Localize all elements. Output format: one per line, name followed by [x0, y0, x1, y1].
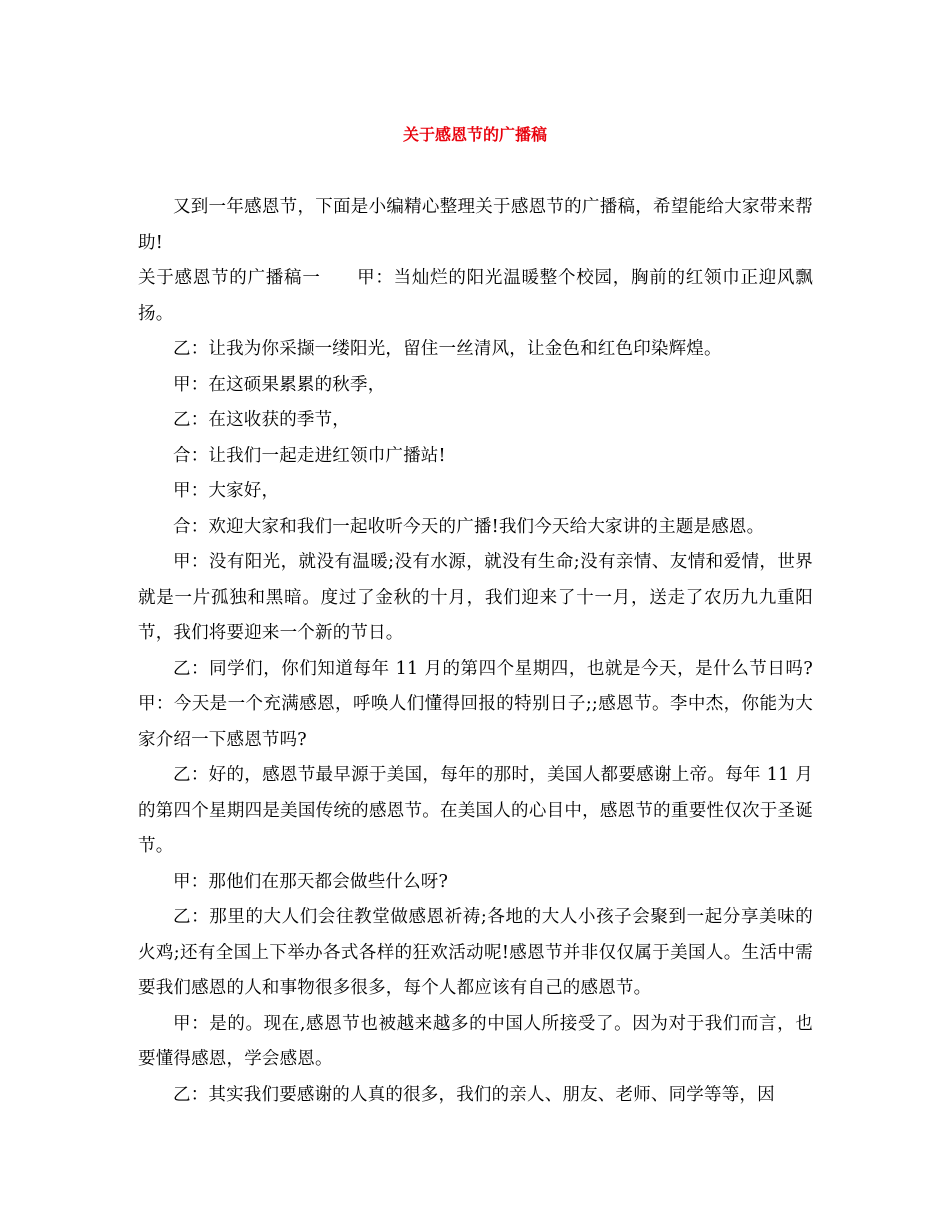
- paragraph: 又到一年感恩节，下面是小编精心整理关于感恩节的广播稿，希望能给大家带来帮助!: [138, 197, 813, 253]
- paragraph: 合：让我们一起走进红领巾广播站!: [173, 445, 446, 466]
- paragraph: 甲：是的。现在,感恩节也被越来越多的中国人所接受了。因为对于我们而言，也要懂得感恩，学会感恩。: [138, 1013, 813, 1069]
- paragraph: 乙：好的，感恩节最早源于美国，每年的那时，美国人都要感谢上帝。每年 11 月的第四个星期四是美国传统的感恩节。在美国人的心目中，感恩节的重要性仅次于圣诞节。: [138, 765, 813, 856]
- paragraph: 乙：让我为你采撷一缕阳光，留住一丝清风，让金色和红色印染辉煌。: [173, 339, 722, 359]
- paragraph-with-heading: [138, 261, 813, 332]
- paragraph: 乙：同学们，你们知道每年 11 月的第四个星期四，也就是今天，是什么节日吗? 甲：今天是一个充满感恩，呼唤人们懂得回报的特别日子;;感恩节。李中杰，你能为大家介绍一下感恩节吗?: [138, 658, 813, 750]
- paragraph: 甲：没有阳光，就没有温暖;没有水源，就没有生命;没有亲情、友情和爱情，世界就是一片孤独和黑暗。度过了金秋的十月，我们迎来了十一月，送走了农历九九重阳节，我们将要迎来一个新的节日。: [138, 552, 813, 643]
- paragraph: 乙：在这收获的季节，: [173, 410, 350, 430]
- document-title: 关于感恩节的广播稿: [402, 125, 547, 144]
- document-body: [138, 190, 813, 1113]
- paragraph: 甲：大家好，: [173, 481, 280, 501]
- paragraph: 乙：那里的大人们会往教堂做感恩祈祷;各地的大人小孩子会聚到一起分享美味的火鸡;还有全国上下举办各式各样的狂欢活动呢!感恩节并非仅仅属于美国人。生活中需要我们感恩的人和事物很多很多，每个人都应该有自己的感恩节。: [138, 907, 813, 998]
- paragraph: 合：欢迎大家和我们一起收听今天的广播!我们今天给大家讲的主题是感恩。: [173, 516, 765, 537]
- section-heading: 关于感恩节的广播稿一: [138, 268, 321, 288]
- paragraph-text: 甲：当灿烂的阳光温暖整个校园，胸前的红领巾正迎风飘扬。: [138, 268, 814, 324]
- paragraph: 甲：在这硕果累累的秋季，: [173, 374, 386, 395]
- paragraph: 乙：其实我们要感谢的人真的很多，我们的亲人、朋友、老师、同学等等，因: [173, 1084, 775, 1105]
- paragraph: 甲：那他们在那天都会做些什么呀?: [173, 871, 449, 892]
